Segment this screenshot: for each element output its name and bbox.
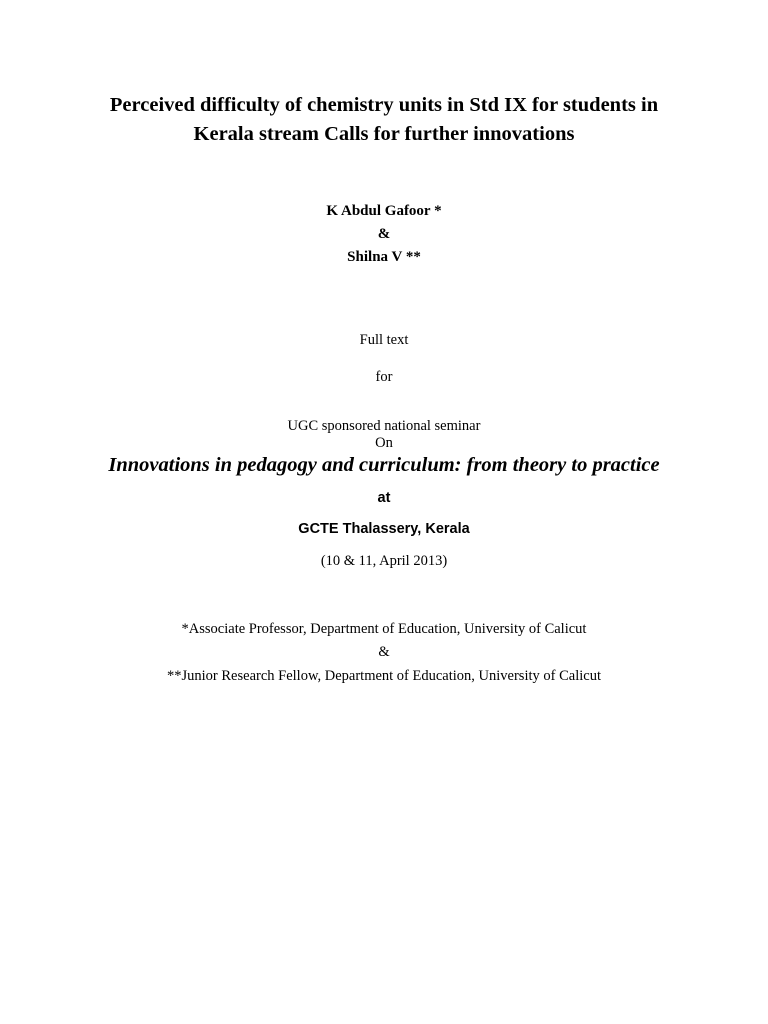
affiliation-conjunction: & xyxy=(378,644,390,660)
for-label: for xyxy=(375,369,393,385)
venue: GCTE Thalassery, Kerala xyxy=(298,521,470,537)
on-label: On xyxy=(375,435,393,451)
full-text-label: Full text xyxy=(359,332,409,348)
author-conjunction: & xyxy=(377,226,391,242)
at-label: at xyxy=(377,490,391,506)
paper-title-line-2: Kerala stream Calls for further innovations xyxy=(193,123,575,145)
affiliation-1: *Associate Professor, Department of Education, University of Calicut xyxy=(181,621,587,637)
paper-title-line-1: Perceived difficulty of chemistry units in Std IX for students in xyxy=(109,94,659,116)
author-1: K Abdul Gafoor * xyxy=(326,203,442,219)
seminar-dates: (10 & 11, April 2013) xyxy=(320,553,448,569)
author-2: Shilna V ** xyxy=(347,249,421,265)
affiliation-2: **Junior Research Fellow, Department of Education, University of Calicut xyxy=(167,668,601,684)
seminar-type: UGC sponsored national seminar xyxy=(287,418,481,434)
seminar-title: Innovations in pedagogy and curriculum: from theory to practice xyxy=(108,454,660,476)
